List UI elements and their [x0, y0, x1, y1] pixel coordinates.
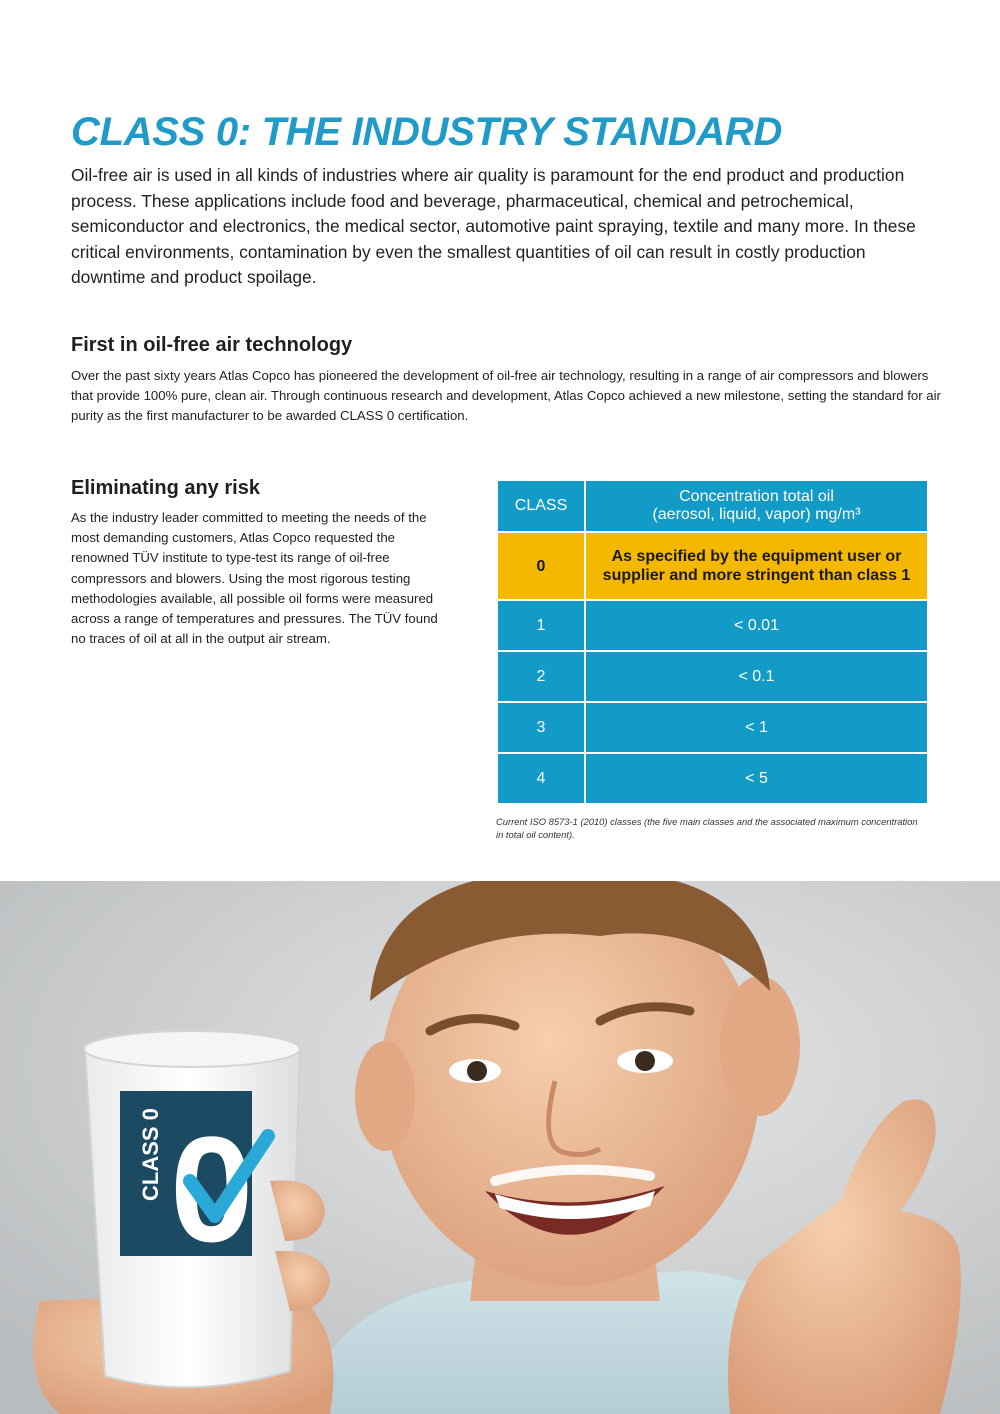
class-cell: 4	[497, 753, 585, 804]
table-row-class-1	[497, 600, 928, 651]
table-header-row	[497, 480, 928, 532]
value-cell	[585, 532, 928, 600]
value-cell: < 0.01	[585, 600, 928, 651]
section-body-risk: As the industry leader committed to meeting the needs of the most demanding customers, Atlas Copco requested the renowned TÜV institute to type-test its range of oil-free compressors and blowers. Using the most rigorous testing methodologies available, all possible oil forms were measured across a range of temperatures and pressures. The TÜV found no traces of oil at all in the output air stream.	[71, 510, 438, 647]
section-heading-risk: Eliminating any risk	[71, 477, 260, 499]
iso-class-table	[496, 479, 929, 805]
header-class: CLASS	[497, 480, 585, 532]
header-concentration	[585, 480, 928, 532]
table-row-class-0	[497, 532, 928, 600]
intro-paragraph: Oil-free air is used in all kinds of industries where air quality is paramount for the end product and production process. These applications include food and beverage, pharmaceutical, chemical and petrochemical, semiconductor and electronics, the medical sector, automotive paint spraying, textile and many more. In these critical environments, contamination by even the smallest quantities of oil can result in costly production downtime and product spoilage.	[71, 165, 916, 287]
section-heading-technology: First in oil-free air technology	[71, 334, 353, 356]
class-cell: 2	[497, 651, 585, 702]
class-cell: 3	[497, 702, 585, 753]
table-row-class-2	[497, 651, 928, 702]
milk-glass	[84, 1031, 300, 1387]
value-cell: < 5	[585, 753, 928, 804]
page-title: CLASS 0: THE INDUSTRY STANDARD	[71, 110, 783, 154]
hero-photo	[0, 881, 1000, 1414]
badge-label: CLASS 0	[138, 1108, 163, 1201]
table-caption: Current ISO 8573-1 (2010) classes (the five main classes and the associated maximum concentration in total oil content).	[496, 816, 918, 840]
badge-digit: 0	[170, 1105, 254, 1273]
value-line2: supplier and more stringent than class 1	[602, 567, 911, 584]
value-cell: < 1	[585, 702, 928, 753]
header-concentration-line2: (aerosol, liquid, vapor) mg/m³	[652, 506, 861, 523]
table-row-class-4	[497, 753, 928, 804]
class-cell: 1	[497, 600, 585, 651]
value-cell: < 0.1	[585, 651, 928, 702]
table-row-class-3	[497, 702, 928, 753]
section-body-technology: Over the past sixty years Atlas Copco has pioneered the development of oil-free air technology, resulting in a range of air compressors and blowers that provide 100% pure, clean air. Through continuous research and development, Atlas Copco achieved a new milestone, setting the standard for air purity as the first manufacturer to be awarded CLASS 0 certification.	[71, 368, 941, 423]
boy-with-milk-illustration	[0, 881, 1000, 1414]
value-line1: As specified by the equipment user or	[611, 548, 902, 565]
header-concentration-line1: Concentration total oil	[679, 488, 834, 505]
class-cell: 0	[497, 532, 585, 600]
